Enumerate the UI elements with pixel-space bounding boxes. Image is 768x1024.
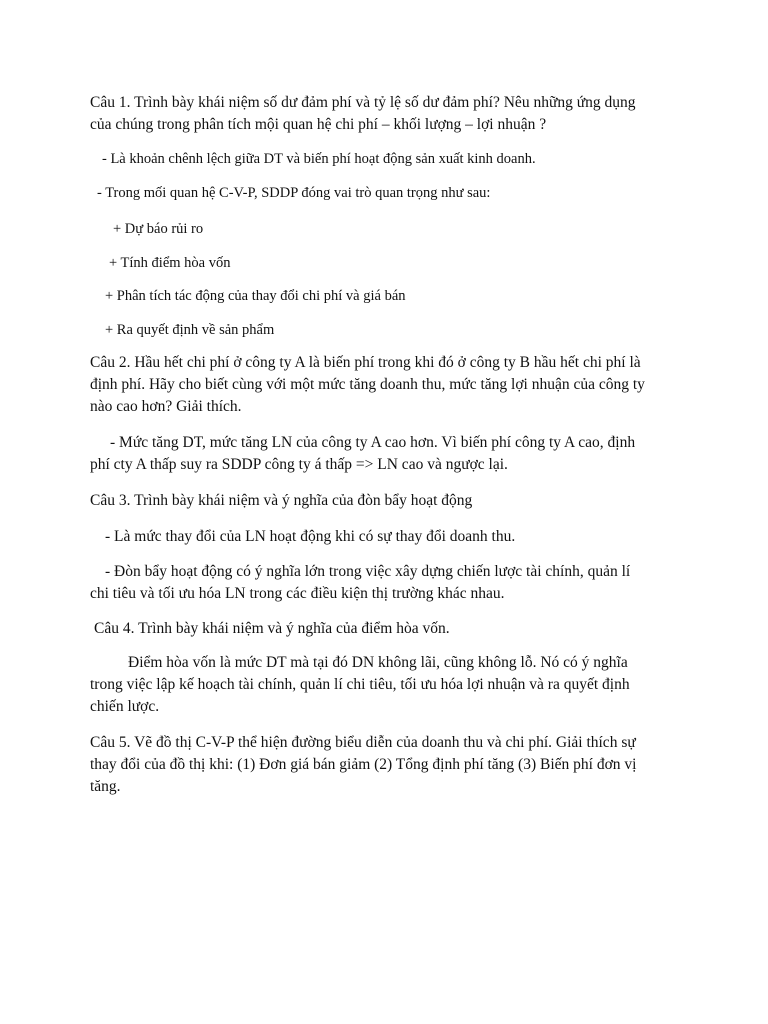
question-1-line-2: của chúng trong phân tích mội quan hệ chi phí – khối lượng – lợi nhuận ? [90, 116, 547, 133]
answer-4-line-3: chiến lược. [90, 698, 160, 715]
answer-3-meaning-line-1: - Đòn bẩy hoạt động có ý nghĩa lớn trong việc xây dựng chiến lược tài chính, quản lí [105, 563, 631, 580]
answer-2-line-2: phí cty A thấp suy ra SDDP công ty á thấp => LN cao và ngược lại. [90, 456, 508, 473]
answer-4-line-2: trong việc lập kế hoạch tài chính, quản lí chi tiêu, tối ưu hóa lợi nhuận và ra quyết định [90, 676, 630, 693]
answer-1-role: - Trong mối quan hệ C-V-P, SDDP đóng vai trò quan trọng như sau: [97, 185, 491, 201]
question-4: Câu 4. Trình bày khái niệm và ý nghĩa của điểm hòa vốn. [94, 620, 450, 637]
question-5-line-1: Câu 5. Vẽ đồ thị C-V-P thể hiện đường biểu diễn của doanh thu và chi phí. Giải thích sự [90, 734, 636, 751]
answer-3-meaning-line-2: chi tiêu và tối ưu hóa LN trong các điều kiện thị trường khác nhau. [90, 585, 505, 602]
question-2-line-1: Câu 2. Hầu hết chi phí ở công ty A là biến phí trong khi đó ở công ty B hầu hết chi phí là [90, 354, 641, 371]
question-2-line-3: nào cao hơn? Giải thích. [90, 398, 242, 415]
question-5-line-2: thay đổi của đồ thị khi: (1) Đơn giá bán giảm (2) Tổng định phí tăng (3) Biến phí đơn vị [90, 756, 637, 773]
answer-2-line-1: - Mức tăng DT, mức tăng LN của công ty A cao hơn. Vì biến phí công ty A cao, định [110, 434, 636, 451]
question-1 [90, 92, 680, 136]
answer-1-item-3: + Phân tích tác động của thay đổi chi phí và giá bán [105, 288, 406, 304]
question-5 [90, 732, 680, 798]
answer-4-line-1: Điểm hòa vốn là mức DT mà tại đó DN không lãi, cũng không lỗ. Nó có ý nghĩa [128, 654, 628, 671]
answer-1-item-4: + Ra quyết định về sản phẩm [105, 322, 275, 338]
question-5-line-3: tăng. [90, 778, 121, 795]
answer-1-item-2: + Tính điểm hòa vốn [109, 255, 231, 271]
question-2 [90, 352, 680, 418]
question-3: Câu 3. Trình bày khái niệm và ý nghĩa của đòn bẩy hoạt động [90, 492, 473, 509]
answer-1-item-1: + Dự báo rủi ro [113, 221, 204, 237]
answer-2 [90, 432, 680, 476]
answer-3-definition: - Là mức thay đổi của LN hoạt động khi có sự thay đổi doanh thu. [105, 528, 516, 545]
answer-4 [90, 652, 680, 718]
answer-1-definition: - Là khoản chênh lệch giữa DT và biến phí hoạt động sản xuất kinh doanh. [102, 151, 536, 167]
question-1-line-1: Câu 1. Trình bày khái niệm số dư đảm phí và tỷ lệ số dư đảm phí? Nêu những ứng dụng [90, 94, 636, 111]
question-2-line-2: định phí. Hãy cho biết cùng với một mức tăng doanh thu, mức tăng lợi nhuận của công ty [90, 376, 645, 393]
answer-3-meaning [90, 561, 680, 605]
